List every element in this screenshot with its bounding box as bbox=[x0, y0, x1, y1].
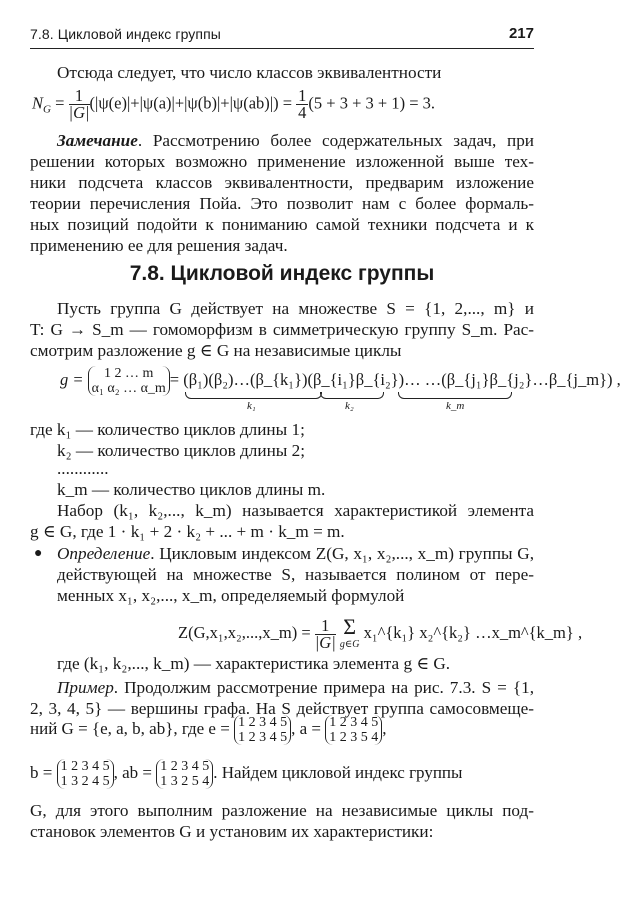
ab-matrix bbox=[156, 759, 213, 789]
final-line-2: становок элементов G и установим их характеристики: bbox=[30, 822, 434, 841]
z-after: где (k₁, k₂,..., k_m) — характеристика элемента g ∈ G. bbox=[57, 654, 451, 673]
remark-line-4: теории перечисления Пойа. Это позволит нам с более формаль- bbox=[30, 194, 534, 213]
def-line-1 bbox=[57, 544, 534, 564]
ng-formula bbox=[32, 88, 435, 121]
g-matrix bbox=[88, 366, 170, 396]
a-eq: , a = bbox=[291, 718, 321, 738]
remark-line-5: ных позиций подойти к пониманию самой техники подсчета и к bbox=[30, 215, 534, 234]
ng-mid: (|ψ(e)|+|ψ(a)|+|ψ(b)|+|ψ(ab)|) = bbox=[89, 93, 297, 113]
where-line-dots: ............ bbox=[57, 459, 109, 478]
example-label: Пример bbox=[57, 678, 114, 697]
brace-k1-label: k₁ bbox=[247, 400, 256, 412]
example-line-1 bbox=[57, 678, 534, 698]
ng-frac2-den: 4 bbox=[298, 103, 307, 122]
p2-line-1: Набор (k₁, k₂,..., k_m) называется характеристикой элемента bbox=[57, 501, 534, 520]
e-matrix-bot: 1 2 3 4 5 bbox=[238, 730, 288, 745]
section-heading: 7.8. Цикловой индекс группы bbox=[129, 262, 435, 285]
where-line-3: k_m — количество циклов длины m. bbox=[57, 480, 326, 499]
b-matrix-bot: 1 3 2 4 5 bbox=[60, 774, 110, 789]
final-line-1: G, для этого выполним разложение на независимые циклы под- bbox=[30, 801, 534, 820]
remark-text-1: . Рассмотрению более содержательных задач, при bbox=[137, 131, 534, 150]
g-matrix-top: 1 2 … m bbox=[104, 366, 154, 381]
def-line-2: действующей на множестве S, называется полином от пере- bbox=[57, 565, 534, 584]
where-line-1: где k₁ — количество циклов длины 1; bbox=[30, 420, 305, 439]
ab-matrix-bot: 1 3 2 5 4 bbox=[160, 774, 210, 789]
ab-matrix-top: 1 2 3 4 5 bbox=[160, 759, 210, 774]
z-sum-symbol: Σ bbox=[343, 614, 357, 639]
remark-line-6: применению ее для решения задач. bbox=[30, 236, 288, 255]
ng-frac2-num: 1 bbox=[298, 86, 307, 105]
z-sum bbox=[340, 616, 360, 652]
running-title: 7.8. Цикловой индекс группы bbox=[30, 26, 221, 42]
brace-km bbox=[398, 392, 512, 399]
def-line-3: менных x₁, x₂,..., x_m, определяемый формулой bbox=[57, 586, 405, 605]
a-matrix-bot: 1 2 3 5 4 bbox=[329, 730, 379, 745]
brace-k2 bbox=[320, 392, 384, 399]
e-matrix bbox=[234, 715, 291, 745]
b-matrix bbox=[57, 759, 114, 789]
remark-line-2: решении которых возможно применение изложенной выше тех- bbox=[30, 152, 534, 171]
bullet-icon: ● bbox=[34, 546, 43, 561]
b-matrix-top: 1 2 3 4 5 bbox=[60, 759, 110, 774]
ng-frac-1 bbox=[69, 88, 90, 121]
z-frac bbox=[314, 615, 336, 652]
g-eq: g = bbox=[60, 369, 84, 389]
z-frac-num: 1 bbox=[315, 618, 336, 635]
brace-k2-label: k₂ bbox=[345, 400, 354, 412]
remark-line-1 bbox=[57, 131, 534, 151]
page-number: 217 bbox=[508, 25, 534, 42]
p1-line-2: T: G → S_m — гомоморфизм в симметрическую группу S_m. Рас- bbox=[30, 320, 534, 339]
ng-frac-2 bbox=[296, 88, 308, 121]
ng-eq: = bbox=[50, 93, 69, 113]
ex-line4-tail: . Найдем цикловой индекс группы bbox=[213, 762, 463, 782]
z-frac-den: |G| bbox=[314, 632, 336, 652]
example-line-4 bbox=[30, 759, 462, 789]
remark-label: Замечание bbox=[57, 131, 138, 150]
intro-line: Отсюда следует, что число классов эквивалентности bbox=[57, 63, 442, 82]
p2-line-2: g ∈ G, где 1 · k₁ + 2 · k₂ + ... + m · k_m = m. bbox=[30, 522, 345, 541]
running-header bbox=[30, 22, 534, 49]
ng-frac1-num: 1 bbox=[69, 88, 90, 105]
ab-eq: , ab = bbox=[113, 762, 152, 782]
ng-lhs: N bbox=[32, 93, 44, 113]
z-lhs: Z(G,x₁,x₂,...,x_m) = bbox=[178, 622, 311, 642]
z-sum-sub: g∈G bbox=[339, 639, 360, 650]
ng-tail: (5 + 3 + 3 + 1) = 3. bbox=[308, 93, 436, 113]
p1-line-1: Пусть группа G действует на множестве S = {1, 2,..., m} и bbox=[57, 299, 534, 318]
z-formula bbox=[178, 616, 582, 652]
def-label: Определение bbox=[57, 544, 151, 563]
where-line-2: k₂ — количество циклов длины 2; bbox=[57, 441, 305, 460]
def-text-1: . Цикловым индексом Z(G, x₁, x₂,..., x_m) группы G, bbox=[150, 544, 534, 563]
a-matrix-top: 1 2 3 4 5 bbox=[329, 715, 379, 730]
example-line-3: ний G = {e, a, b, ab}, где e = 1 2 3 4 5 1 2 3 4 5 , a = 1 2 3 4 5 1 2 3 5 4 , bbox=[30, 715, 387, 745]
cycles-eq: = (β₁)(β₂)…(β_{k₁})(β_{i₁}β_{i₂})… …(β_{j₁}β_{j₂}…β_{j_m}) , bbox=[169, 369, 621, 389]
p1-line-3: смотрим разложение g ∈ G на независимые циклы bbox=[30, 341, 402, 360]
ex-line3-pre: ний G = {e, a, b, ab}, где e = bbox=[30, 718, 230, 738]
z-rhs: x₁^{k₁} x₂^{k₂} …x_m^{k_m} , bbox=[363, 622, 583, 642]
g-matrix-bot: α₁ α₂ … α_m bbox=[91, 381, 166, 396]
ng-frac1-den: |G| bbox=[68, 103, 90, 122]
remark-line-3: ники подсчета классов эквивалентности, предварим изложение bbox=[30, 173, 534, 192]
e-matrix-top: 1 2 3 4 5 bbox=[238, 715, 288, 730]
example-text-1: . Продолжим рассмотрение примера на рис. 7.3. S = {1, bbox=[113, 678, 534, 697]
b-eq: b = bbox=[30, 762, 53, 782]
brace-k1 bbox=[185, 392, 322, 399]
ng-sub: G bbox=[43, 103, 51, 116]
brace-km-label: k_m bbox=[446, 400, 465, 412]
a-matrix bbox=[325, 715, 382, 745]
example-line-2: 2, 3, 4, 5} — вершины графа. На S действует группа самосовмеще- bbox=[30, 699, 534, 718]
